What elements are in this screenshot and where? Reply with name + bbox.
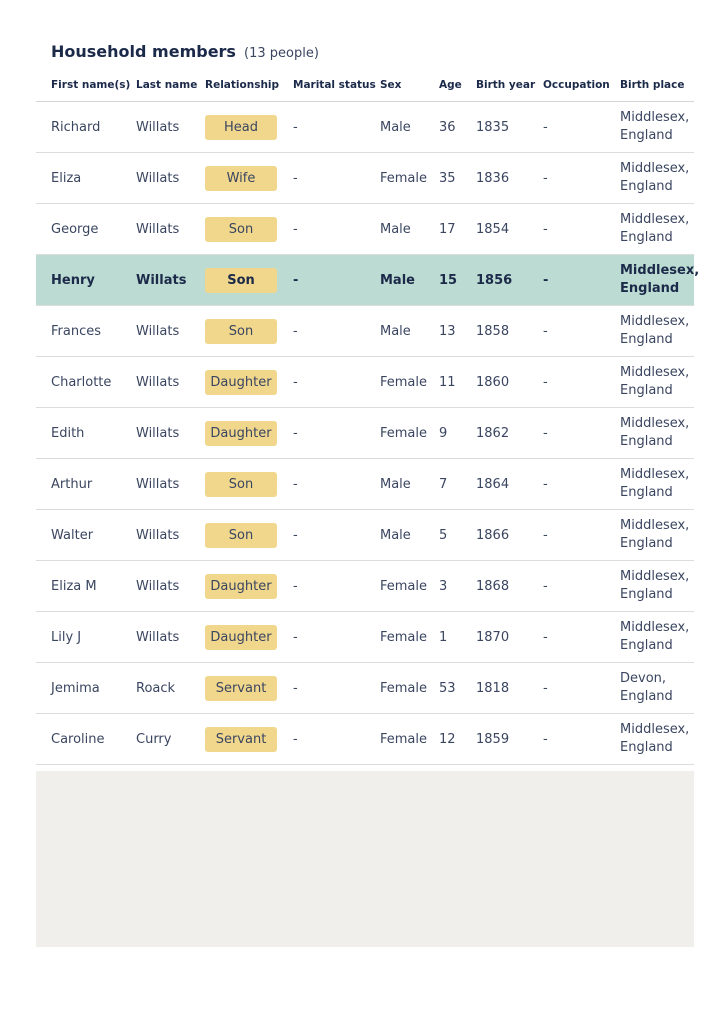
cell-occupation: -	[543, 357, 620, 408]
cell-birth-year: 1862	[476, 408, 543, 459]
cell-last-name: Willats	[136, 459, 205, 510]
relationship-badge: Wife	[205, 166, 277, 191]
relationship-badge: Son	[205, 217, 277, 242]
cell-age: 35	[439, 153, 476, 204]
cell-marital-status: -	[293, 102, 380, 153]
cell-birth-year: 1854	[476, 204, 543, 255]
table-body	[36, 102, 700, 765]
cell-last-name: Willats	[136, 612, 205, 663]
cell-marital-status: -	[293, 663, 380, 714]
table-row[interactable]	[36, 459, 694, 510]
cell-sex: Female	[380, 561, 439, 612]
cell-occupation: -	[543, 663, 620, 714]
cell-birth-place: Middlesex, England	[620, 255, 694, 306]
cell-birth-place: Middlesex, England	[620, 357, 694, 408]
cell-first-name: Jemima	[36, 663, 136, 714]
cell-age: 5	[439, 510, 476, 561]
cell-birth-year: 1864	[476, 459, 543, 510]
cell-last-name: Willats	[136, 255, 205, 306]
table-row[interactable]	[36, 663, 694, 714]
cell-sex: Female	[380, 714, 439, 765]
cell-age: 1	[439, 612, 476, 663]
col-header-sex: Sex	[380, 69, 439, 102]
cell-last-name: Willats	[136, 153, 205, 204]
cell-age: 36	[439, 102, 476, 153]
cell-first-name: Lily J	[36, 612, 136, 663]
cell-marital-status: -	[293, 561, 380, 612]
table-row[interactable]	[36, 561, 694, 612]
cell-sex: Male	[380, 204, 439, 255]
cell-birth-year: 1870	[476, 612, 543, 663]
cell-birth-place: Devon, England	[620, 663, 694, 714]
cell-last-name: Willats	[136, 510, 205, 561]
cell-last-name: Willats	[136, 357, 205, 408]
cell-last-name: Willats	[136, 561, 205, 612]
cell-age: 15	[439, 255, 476, 306]
relationship-badge: Son	[205, 472, 277, 497]
relationship-badge: Servant	[205, 676, 277, 701]
cell-relationship	[205, 204, 293, 255]
cell-sex: Female	[380, 153, 439, 204]
cell-birth-place: Middlesex, England	[620, 306, 694, 357]
cell-birth-place: Middlesex, England	[620, 459, 694, 510]
table-row[interactable]	[36, 357, 694, 408]
cell-last-name: Willats	[136, 408, 205, 459]
relationship-badge: Son	[205, 523, 277, 548]
relationship-badge: Head	[205, 115, 277, 140]
table-row[interactable]	[36, 408, 694, 459]
relationship-badge: Son	[205, 268, 277, 293]
cell-relationship	[205, 255, 293, 306]
relationship-badge: Daughter	[205, 625, 277, 650]
cell-first-name: Frances	[36, 306, 136, 357]
table-row[interactable]	[36, 612, 694, 663]
cell-age: 7	[439, 459, 476, 510]
cell-birth-place: Middlesex, England	[620, 102, 694, 153]
cell-marital-status: -	[293, 204, 380, 255]
relationship-badge: Servant	[205, 727, 277, 752]
cell-birth-year: 1836	[476, 153, 543, 204]
cell-sex: Female	[380, 663, 439, 714]
cell-relationship	[205, 612, 293, 663]
household-members-panel	[36, 33, 700, 765]
cell-marital-status: -	[293, 255, 380, 306]
cell-relationship	[205, 408, 293, 459]
cell-last-name: Willats	[136, 204, 205, 255]
cell-birth-year: 1835	[476, 102, 543, 153]
panel-title: Household members	[51, 42, 236, 61]
col-header-birth-place: Birth place	[620, 69, 694, 102]
cell-birth-year: 1856	[476, 255, 543, 306]
col-header-birth-year: Birth year	[476, 69, 543, 102]
cell-first-name: Charlotte	[36, 357, 136, 408]
cell-birth-place: Middlesex, England	[620, 510, 694, 561]
table-row[interactable]	[36, 102, 694, 153]
cell-birth-place: Middlesex, England	[620, 612, 694, 663]
cell-first-name: Eliza M	[36, 561, 136, 612]
cell-relationship	[205, 102, 293, 153]
cell-last-name: Willats	[136, 306, 205, 357]
cell-marital-status: -	[293, 459, 380, 510]
table-row[interactable]	[36, 714, 694, 765]
cell-occupation: -	[543, 561, 620, 612]
table-row[interactable]	[36, 153, 694, 204]
empty-footer-area	[36, 771, 694, 947]
cell-first-name: Walter	[36, 510, 136, 561]
cell-sex: Female	[380, 357, 439, 408]
table-row[interactable]	[36, 204, 694, 255]
cell-first-name: Arthur	[36, 459, 136, 510]
cell-occupation: -	[543, 714, 620, 765]
cell-birth-place: Middlesex, England	[620, 153, 694, 204]
cell-sex: Male	[380, 102, 439, 153]
cell-relationship	[205, 459, 293, 510]
cell-sex: Male	[380, 459, 439, 510]
relationship-badge: Daughter	[205, 370, 277, 395]
col-header-last-name: Last name	[136, 69, 205, 102]
col-header-relationship: Relationship	[205, 69, 293, 102]
table-header-row	[36, 69, 694, 102]
cell-marital-status: -	[293, 408, 380, 459]
cell-first-name: Edith	[36, 408, 136, 459]
cell-age: 3	[439, 561, 476, 612]
cell-occupation: -	[543, 153, 620, 204]
cell-age: 53	[439, 663, 476, 714]
cell-first-name: Henry	[36, 255, 136, 306]
household-table	[36, 69, 700, 765]
cell-occupation: -	[543, 510, 620, 561]
cell-occupation: -	[543, 204, 620, 255]
cell-age: 11	[439, 357, 476, 408]
cell-occupation: -	[543, 459, 620, 510]
cell-marital-status: -	[293, 357, 380, 408]
cell-sex: Male	[380, 255, 439, 306]
cell-marital-status: -	[293, 153, 380, 204]
cell-relationship	[205, 663, 293, 714]
cell-relationship	[205, 561, 293, 612]
cell-birth-year: 1859	[476, 714, 543, 765]
cell-sex: Male	[380, 510, 439, 561]
cell-occupation: -	[543, 408, 620, 459]
cell-last-name: Curry	[136, 714, 205, 765]
relationship-badge: Daughter	[205, 574, 277, 599]
col-header-first-name: First name(s)	[36, 69, 136, 102]
cell-marital-status: -	[293, 612, 380, 663]
cell-birth-place: Middlesex, England	[620, 408, 694, 459]
cell-birth-place: Middlesex, England	[620, 204, 694, 255]
cell-age: 9	[439, 408, 476, 459]
cell-occupation: -	[543, 102, 620, 153]
cell-age: 17	[439, 204, 476, 255]
cell-age: 12	[439, 714, 476, 765]
cell-birth-place: Middlesex, England	[620, 714, 694, 765]
cell-birth-year: 1818	[476, 663, 543, 714]
cell-first-name: Eliza	[36, 153, 136, 204]
col-header-marital-status: Marital status	[293, 69, 380, 102]
cell-marital-status: -	[293, 510, 380, 561]
cell-occupation: -	[543, 306, 620, 357]
cell-birth-year: 1858	[476, 306, 543, 357]
cell-occupation: -	[543, 255, 620, 306]
cell-marital-status: -	[293, 714, 380, 765]
cell-last-name: Willats	[136, 102, 205, 153]
table-row[interactable]	[36, 510, 694, 561]
cell-birth-year: 1860	[476, 357, 543, 408]
cell-birth-year: 1866	[476, 510, 543, 561]
col-header-occupation: Occupation	[543, 69, 620, 102]
cell-age: 13	[439, 306, 476, 357]
cell-marital-status: -	[293, 306, 380, 357]
cell-sex: Female	[380, 612, 439, 663]
cell-last-name: Roack	[136, 663, 205, 714]
cell-sex: Male	[380, 306, 439, 357]
cell-relationship	[205, 357, 293, 408]
relationship-badge: Son	[205, 319, 277, 344]
cell-first-name: George	[36, 204, 136, 255]
relationship-badge: Daughter	[205, 421, 277, 446]
cell-birth-place: Middlesex, England	[620, 561, 694, 612]
table-row[interactable]	[36, 255, 694, 306]
cell-occupation: -	[543, 612, 620, 663]
cell-sex: Female	[380, 408, 439, 459]
cell-first-name: Caroline	[36, 714, 136, 765]
people-count: (13 people)	[244, 46, 319, 61]
cell-relationship	[205, 153, 293, 204]
cell-birth-year: 1868	[476, 561, 543, 612]
cell-relationship	[205, 510, 293, 561]
panel-heading	[36, 33, 694, 69]
cell-relationship	[205, 306, 293, 357]
col-header-age: Age	[439, 69, 476, 102]
table-row[interactable]	[36, 306, 694, 357]
cell-first-name: Richard	[36, 102, 136, 153]
cell-relationship	[205, 714, 293, 765]
